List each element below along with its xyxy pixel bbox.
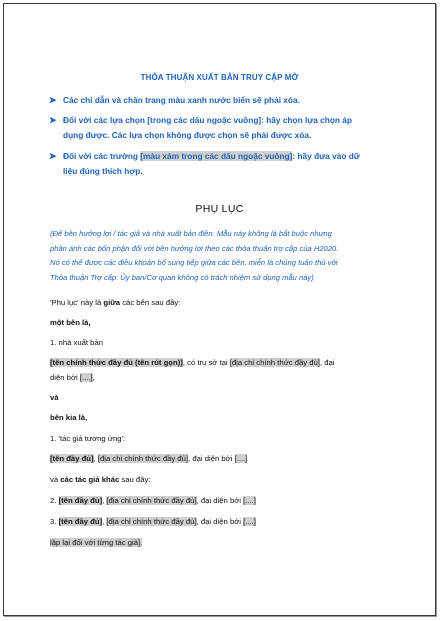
author-2-details: 2. [tên đầy đủ], [địa chỉ chính thức đầy đủ], đại diện bởi [....] [50, 496, 256, 505]
author-details [50, 452, 247, 466]
author-3-name-field: [tên đầy đủ] [58, 517, 103, 526]
author-2-address-field: [địa chỉ chính thức đầy đủ] [106, 496, 197, 505]
instruction-3 [49, 149, 403, 179]
author-2-name-field: [tên đầy đủ] [58, 496, 103, 505]
instruction-3-pre: Đối với các trường [63, 151, 141, 161]
note-line: Thỏa thuận Trợ cấp. Ủy ban/Cơ quan không có trách nhiệm sử dụng mẫu này) [50, 272, 314, 282]
party-other-label: bên kia là, [50, 413, 88, 422]
instruction-3-line2: liệu đúng thích hợp. [63, 166, 143, 176]
repeat-line [50, 536, 142, 550]
author-address-field: [địa chỉ chính thức đầy đủ] [97, 454, 189, 463]
author-3-address-field: [địa chỉ chính thức đầy đủ] [106, 517, 197, 526]
appendix-note [50, 227, 410, 285]
author-2-rep-field: [....] [243, 496, 256, 505]
author-3-rep-field: [....] [243, 517, 256, 526]
others-pre: và [50, 475, 61, 484]
instruction-3-post: : hãy đưa vào dữ [292, 151, 360, 161]
note-line: phân ánh các bổn phận đối với bên hưởng lợi theo các thỏa thuận trợ cấp của H2020. [50, 243, 339, 253]
others-post: sau đây: [119, 475, 151, 484]
note-line: (Để bên hưởng lợi / tác giả và nhà xuất bản điền. Mẫu này không là bắt buộc nhưng [50, 229, 332, 238]
intro-bold: giữa [103, 298, 121, 307]
author-sep: , [93, 454, 98, 463]
instruction-1-text: Các chỉ dẫn và chân trang màu xanh nước biển sẽ phải xóa. [63, 95, 300, 105]
item-number: 2. [50, 496, 59, 505]
instruction-2 [49, 113, 403, 143]
arrow-bullet-icon: ➤ [49, 95, 57, 105]
arrow-bullet-icon: ➤ [49, 115, 57, 125]
publisher-rep-line [50, 371, 95, 385]
party-one-label: một bên là, [50, 318, 91, 327]
publisher-rep-pre: diện bởi [50, 373, 80, 382]
author-2-rep-pre: , đại diện bởi [196, 496, 244, 505]
instruction-3-highlight: [màu xám trong các dấu ngoặc vuông] [140, 151, 293, 161]
note-line: Nó có thể được các điều khoản bổ sung tiếp giữa các bên, miễn là chúng tuân thủ với [50, 258, 338, 268]
author-rep-pre: , đại diện bởi [188, 454, 235, 463]
other-authors-line [50, 473, 150, 487]
repeat-instruction: lặp lại đối với từng tác giả]. [50, 538, 143, 547]
publisher-end: , đại [319, 358, 335, 367]
document-page [3, 3, 436, 616]
and-label: và [50, 393, 59, 402]
arrow-bullet-icon: ➤ [49, 151, 57, 161]
instruction-2-text: Đối với các lựa chọn [trong các dấu ngoặc vuông]: hãy chọn lựa chọn áp [63, 115, 352, 125]
author-name-field: [tên đầy đủ] [50, 454, 94, 463]
intro-pre: 'Phụ lục' này là [50, 298, 104, 307]
agreement-title: THỎA THUẬN XUẤT BẢN TRUY CẬP MỞ [140, 73, 299, 82]
others-bold: các tác giả khác [60, 475, 120, 484]
author-item: 1. 'tác giả tương ứng': [50, 434, 126, 443]
author-3-rep-pre: , đại diện bởi [196, 517, 244, 526]
author-rep-field: [....] [234, 454, 248, 463]
intro-line [50, 296, 180, 310]
publisher-address-field: [địa chỉ chính thức đầy đủ] [229, 358, 320, 367]
author-3-details: 3. [tên đầy đủ], [địa chỉ chính thức đầy đủ], đại diện bởi [....] [50, 517, 256, 526]
publisher-rep-end: , [92, 373, 95, 382]
intro-post: các bên sau đây: [120, 298, 181, 307]
instruction-1 [49, 93, 403, 108]
publisher-mid: , có trụ sở tại [182, 358, 230, 367]
publisher-rep-field: [....] [79, 373, 93, 382]
publisher-item: 1. nhà xuất bản [50, 338, 104, 347]
publisher-name-field: [tên chính thức đầy đủ (tên rút gọn)] [50, 358, 183, 367]
appendix-heading: PHỤ LỤC [195, 203, 244, 215]
publisher-details [50, 356, 334, 370]
instruction-2-line2: dụng được. Các lựa chọn không được chọn sẽ phải được xóa. [63, 130, 312, 140]
item-number: 3. [50, 517, 59, 526]
